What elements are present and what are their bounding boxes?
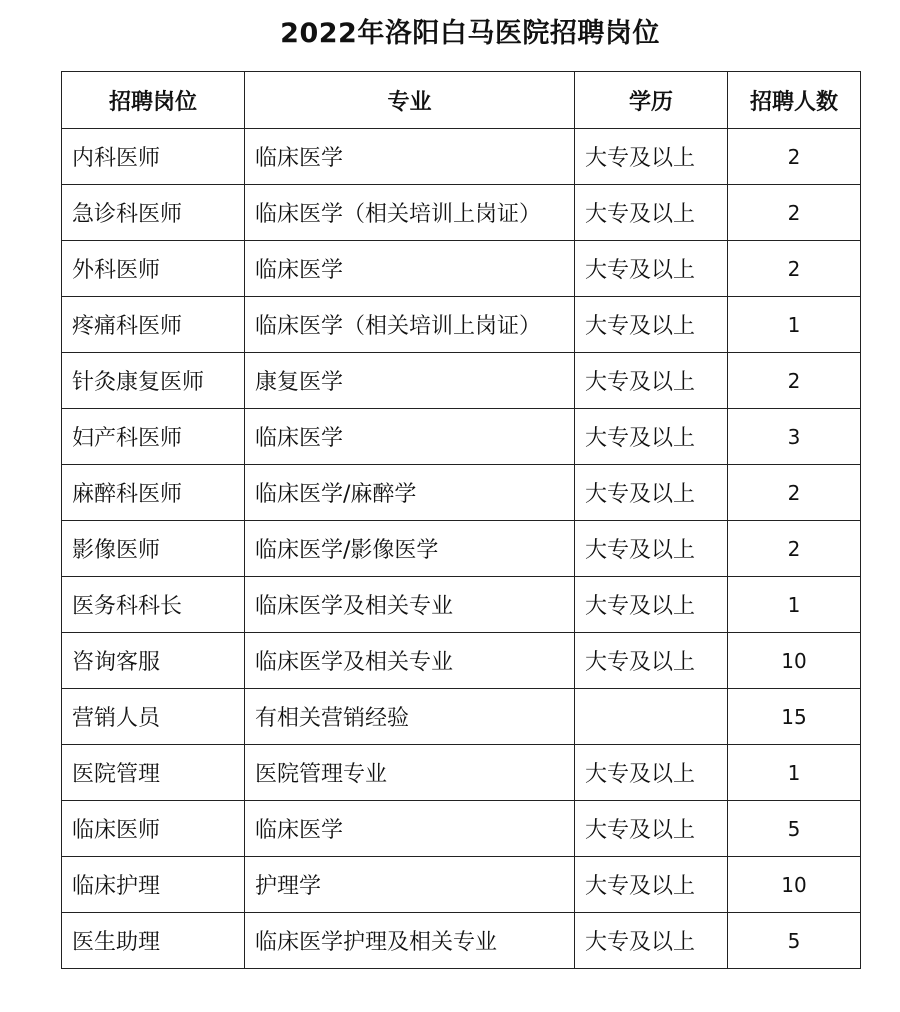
cell-major: 护理学 [245, 857, 575, 913]
header-major: 专业 [245, 72, 575, 129]
cell-position: 急诊科医师 [62, 185, 245, 241]
cell-count: 2 [728, 521, 861, 577]
cell-education: 大专及以上 [575, 913, 728, 969]
cell-major: 医院管理专业 [245, 745, 575, 801]
cell-major: 临床医学 [245, 129, 575, 185]
cell-major: 临床医学（相关培训上岗证） [245, 185, 575, 241]
table-row [62, 521, 861, 577]
table-row [62, 297, 861, 353]
cell-position: 内科医师 [62, 129, 245, 185]
cell-position: 医生助理 [62, 913, 245, 969]
recruitment-table [61, 71, 861, 969]
table-row [62, 129, 861, 185]
cell-position: 妇产科医师 [62, 409, 245, 465]
cell-count: 2 [728, 465, 861, 521]
cell-count: 2 [728, 185, 861, 241]
cell-education: 大专及以上 [575, 129, 728, 185]
cell-count: 2 [728, 129, 861, 185]
table-row [62, 857, 861, 913]
cell-count: 2 [728, 241, 861, 297]
page-title: 2022年洛阳白马医院招聘岗位 [280, 18, 660, 49]
cell-education: 大专及以上 [575, 353, 728, 409]
cell-major: 临床医学及相关专业 [245, 633, 575, 689]
cell-position: 影像医师 [62, 521, 245, 577]
cell-education [575, 689, 728, 745]
cell-major: 有相关营销经验 [245, 689, 575, 745]
cell-education: 大专及以上 [575, 465, 728, 521]
cell-count: 1 [728, 577, 861, 633]
cell-education: 大专及以上 [575, 577, 728, 633]
table-row [62, 913, 861, 969]
cell-major: 康复医学 [245, 353, 575, 409]
table-row [62, 577, 861, 633]
table-row [62, 409, 861, 465]
cell-position: 医院管理 [62, 745, 245, 801]
table-row [62, 353, 861, 409]
cell-count: 10 [728, 857, 861, 913]
cell-position: 临床护理 [62, 857, 245, 913]
header-position: 招聘岗位 [62, 72, 245, 129]
cell-count: 1 [728, 297, 861, 353]
header-education: 学历 [575, 72, 728, 129]
cell-education: 大专及以上 [575, 185, 728, 241]
cell-count: 3 [728, 409, 861, 465]
cell-position: 针灸康复医师 [62, 353, 245, 409]
cell-education: 大专及以上 [575, 633, 728, 689]
cell-major: 临床医学 [245, 801, 575, 857]
cell-education: 大专及以上 [575, 297, 728, 353]
cell-education: 大专及以上 [575, 241, 728, 297]
cell-position: 外科医师 [62, 241, 245, 297]
table-row [62, 801, 861, 857]
cell-count: 5 [728, 801, 861, 857]
cell-count: 2 [728, 353, 861, 409]
cell-education: 大专及以上 [575, 857, 728, 913]
cell-education: 大专及以上 [575, 801, 728, 857]
cell-major: 临床医学及相关专业 [245, 577, 575, 633]
cell-major: 临床医学（相关培训上岗证） [245, 297, 575, 353]
cell-position: 医务科科长 [62, 577, 245, 633]
cell-education: 大专及以上 [575, 409, 728, 465]
cell-position: 临床医师 [62, 801, 245, 857]
cell-count: 15 [728, 689, 861, 745]
cell-position: 咨询客服 [62, 633, 245, 689]
table-row [62, 689, 861, 745]
cell-count: 5 [728, 913, 861, 969]
cell-major: 临床医学 [245, 409, 575, 465]
cell-major: 临床医学/影像医学 [245, 521, 575, 577]
cell-major: 临床医学护理及相关专业 [245, 913, 575, 969]
table-row [62, 465, 861, 521]
table-row [62, 745, 861, 801]
table-header-row [62, 72, 861, 129]
cell-major: 临床医学 [245, 241, 575, 297]
table-row [62, 241, 861, 297]
table-row [62, 185, 861, 241]
cell-position: 麻醉科医师 [62, 465, 245, 521]
cell-count: 1 [728, 745, 861, 801]
cell-position: 营销人员 [62, 689, 245, 745]
cell-education: 大专及以上 [575, 521, 728, 577]
cell-count: 10 [728, 633, 861, 689]
cell-education: 大专及以上 [575, 745, 728, 801]
cell-position: 疼痛科医师 [62, 297, 245, 353]
cell-major: 临床医学/麻醉学 [245, 465, 575, 521]
table-row [62, 633, 861, 689]
header-count: 招聘人数 [728, 72, 861, 129]
